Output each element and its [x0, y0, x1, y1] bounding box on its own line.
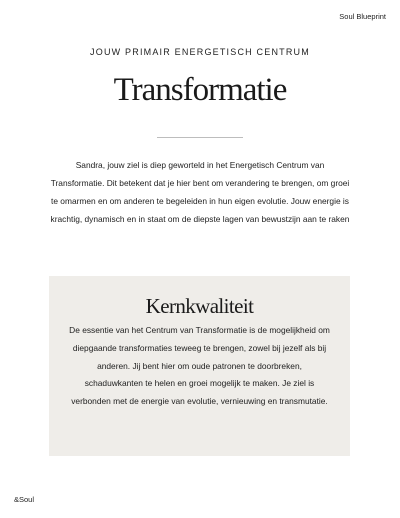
title-divider — [157, 137, 243, 138]
page-subtitle: JOUW PRIMAIR ENERGETISCH CENTRUM — [90, 47, 310, 57]
panel-title: Kernkwaliteit — [145, 294, 254, 318]
footer-brand: &Soul — [14, 495, 35, 504]
core-quality-panel — [49, 276, 350, 456]
intro-paragraph: Sandra, jouw ziel is diep geworteld in het Energetisch Centrum van Transformatie. Dit betekent dat je hier bent om verandering te brengen, om groei te omarmen en om anderen te begeleiden in hun eigen evolutie. Jouw energie is krachtig, dynamisch en in staat om de diepste lagen van bewustzijn aan te raken — [50, 160, 350, 224]
page-title: Transformatie — [113, 72, 287, 108]
header-brand: Soul Blueprint — [339, 12, 386, 21]
panel-body: De essentie van het Centrum van Transformatie is de mogelijkheid om diepgaande transformaties teweeg te brengen, zowel bij jezelf als bij anderen. Jij bent hier om oude patronen te doorbreken, schaduwkanten te helen en groei mogelijk te maken. Je ziel is verbonden met de energie van evolutie, vernieuwing en transmutatie. — [69, 325, 330, 407]
